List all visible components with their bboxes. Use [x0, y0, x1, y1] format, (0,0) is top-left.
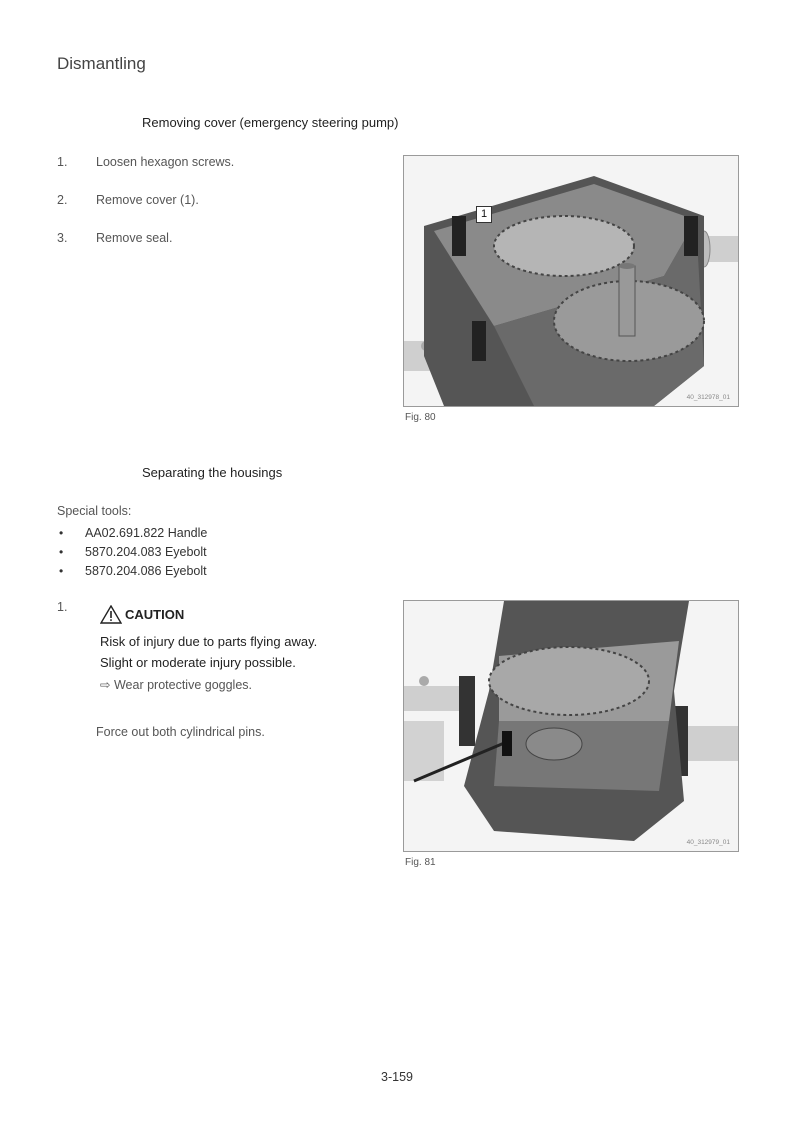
list-item	[57, 562, 207, 581]
step-number: 3.	[57, 231, 68, 245]
special-tools-title: Special tools:	[57, 504, 132, 518]
caution-heading	[100, 605, 184, 624]
figure-80-image	[403, 155, 739, 407]
caution-action	[100, 677, 252, 692]
figure-code: 40_312978_01	[686, 394, 730, 401]
warning-triangle-icon	[100, 605, 122, 624]
caution-consequence: Slight or moderate injury possible.	[100, 655, 296, 670]
bullet-icon: •	[59, 564, 64, 578]
step-text: Remove cover (1).	[96, 193, 199, 207]
list-item	[57, 543, 207, 562]
caution-signal-word: CAUTION	[125, 607, 185, 622]
bullet-icon: •	[59, 526, 64, 540]
figure-81-image	[403, 600, 739, 852]
step-number: 1.	[57, 155, 68, 169]
figure-code: 40_312979_01	[686, 839, 730, 846]
page-number: 3-159	[381, 1070, 413, 1084]
special-tools-list	[57, 524, 207, 581]
section-heading-removing-cover: Removing cover (emergency steering pump)	[142, 115, 399, 130]
arrow-right-icon: ⇨	[100, 678, 111, 692]
figure-caption: Fig. 81	[405, 857, 436, 868]
figure-caption: Fig. 80	[405, 412, 436, 423]
step-number: 2.	[57, 193, 68, 207]
bullet-icon: •	[59, 545, 64, 559]
tool-name: AA02.691.822 Handle	[85, 526, 208, 540]
gearbox-housing-illustration	[404, 601, 738, 851]
step-text: Loosen hexagon screws.	[96, 155, 235, 169]
tool-name: 5870.204.086 Eyebolt	[85, 564, 207, 578]
step-text: Remove seal.	[96, 231, 173, 245]
chapter-title: Dismantling	[57, 54, 146, 73]
callout-label: 1	[476, 206, 492, 223]
list-item	[57, 524, 207, 543]
caution-action-text: Wear protective goggles.	[113, 678, 253, 692]
gearbox-cover-illustration	[404, 156, 738, 406]
step-number: 1.	[57, 600, 68, 614]
tool-name: 5870.204.083 Eyebolt	[85, 545, 207, 559]
section-heading-separating-housings: Separating the housings	[142, 465, 283, 480]
caution-hazard: Risk of injury due to parts flying away.	[100, 634, 318, 649]
step-text: Force out both cylindrical pins.	[96, 725, 265, 739]
